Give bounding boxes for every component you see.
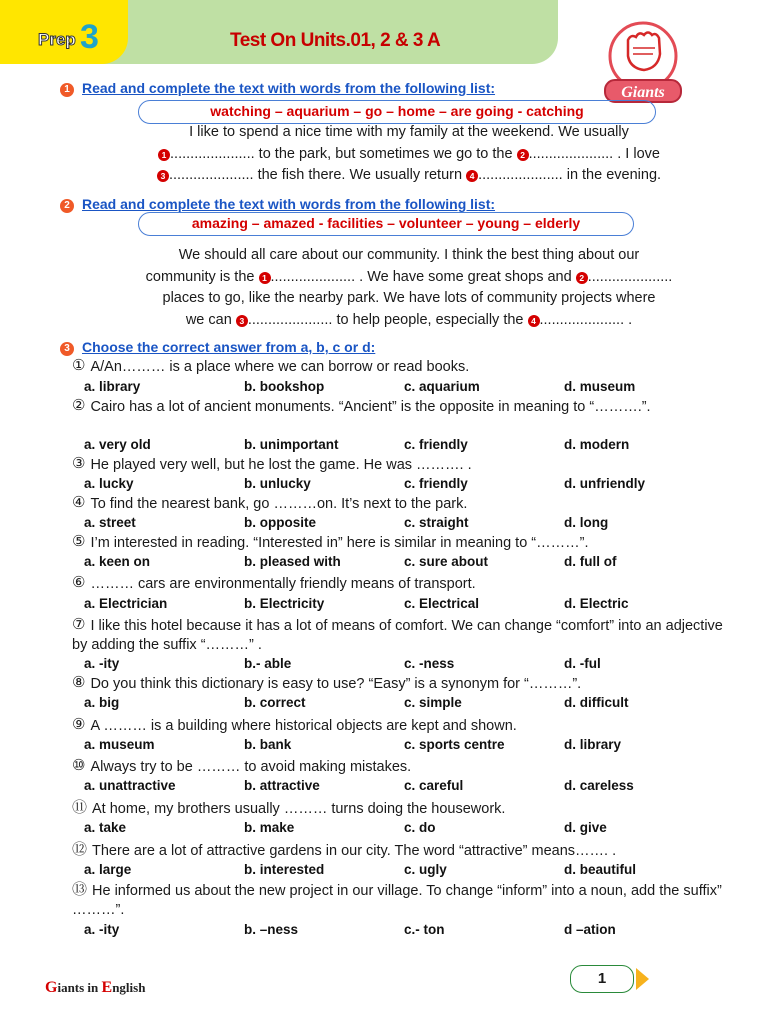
question-3-option-b[interactable]: b. unlucky xyxy=(244,476,311,491)
footer-brand-text-1: iants in xyxy=(57,980,102,995)
logo-text: Giants xyxy=(621,84,665,101)
question-text: I like this hotel because it has a lot of means of comfort. We can change “comfort” into an adjective by adding the suffix “………” . xyxy=(72,618,723,653)
question-number: ⑬ xyxy=(72,881,88,898)
question-12-option-d[interactable]: d. beautiful xyxy=(564,862,636,877)
section3-number-icon: 3 xyxy=(60,342,74,356)
question-6-option-c[interactable]: c. Electrical xyxy=(404,596,480,611)
blank-4[interactable]: ..................... xyxy=(539,311,625,328)
section1-paragraph xyxy=(80,122,738,187)
question-text: Always try to be ……… to avoid making mistakes. xyxy=(90,759,412,775)
section2-heading-text: Read and complete the text with words from the following list: xyxy=(82,196,496,212)
section1-text: in the evening. xyxy=(562,167,662,183)
question-5-option-b[interactable]: b. pleased with xyxy=(244,554,341,569)
footer-brand-e: E xyxy=(101,979,113,996)
question-13-option-d[interactable]: d –ation xyxy=(564,922,616,937)
blank-4[interactable]: ..................... xyxy=(478,167,563,183)
section1-number-icon: 1 xyxy=(60,83,74,97)
question-10-option-c[interactable]: c. careful xyxy=(404,778,464,793)
question-4-option-d[interactable]: d. long xyxy=(564,515,609,530)
question-6-option-b[interactable]: b. Electricity xyxy=(244,596,325,611)
question-10-option-b[interactable]: b. attractive xyxy=(244,778,320,793)
section1-heading xyxy=(60,80,495,97)
blank-1[interactable]: ..................... xyxy=(170,145,255,162)
question-11-option-b[interactable]: b. make xyxy=(244,820,295,835)
question-6 xyxy=(72,575,732,594)
blank-marker-4: 4 xyxy=(528,315,540,327)
section2-text: we can xyxy=(185,311,236,328)
question-8-option-a[interactable]: a. big xyxy=(84,695,120,710)
section2-text: community is the xyxy=(145,268,259,285)
question-text: To find the nearest bank, go ………on. It’s next to the park. xyxy=(90,496,468,512)
section1-line2 xyxy=(80,144,738,166)
question-9 xyxy=(72,717,732,736)
section2-text: to help people, especially the xyxy=(332,311,528,328)
question-1-option-d[interactable]: d. museum xyxy=(564,379,636,394)
question-2-option-a[interactable]: a. very old xyxy=(84,437,151,452)
section1-heading-text: Read and complete the text with words from the following list: xyxy=(82,80,496,96)
question-13-option-c[interactable]: c.- ton xyxy=(404,922,445,937)
blank-2[interactable]: ..................... xyxy=(587,268,673,285)
next-arrow-icon xyxy=(636,968,649,990)
footer-brand-g: G xyxy=(45,979,58,996)
question-number: ⑦ xyxy=(72,616,86,633)
question-number: ⑪ xyxy=(72,799,88,816)
question-5-option-a[interactable]: a. keen on xyxy=(84,554,151,569)
question-3-option-c[interactable]: c. friendly xyxy=(404,476,468,491)
question-7 xyxy=(72,617,732,655)
blank-3[interactable]: ..................... xyxy=(168,167,254,183)
question-number: ⑤ xyxy=(72,533,86,550)
question-number: ⑧ xyxy=(72,674,86,691)
question-4 xyxy=(72,495,732,514)
section2-heading xyxy=(60,196,495,213)
footer-brand-text-2: nglish xyxy=(112,980,146,995)
blank-marker-4: 4 xyxy=(466,170,478,182)
question-text: Cairo has a lot of ancient monuments. “Ancient” is the opposite in meaning to “……….”. xyxy=(90,399,651,415)
question-1 xyxy=(72,358,732,377)
question-number: ⑨ xyxy=(72,716,86,733)
question-7-option-d[interactable]: d. -ful xyxy=(564,656,601,671)
blank-marker-3: 3 xyxy=(236,315,248,327)
section2-text: . We have some great shops and xyxy=(355,268,576,285)
giants-fist-logo xyxy=(595,18,691,110)
section3-heading xyxy=(60,339,375,356)
question-1-option-b[interactable]: b. bookshop xyxy=(244,379,325,394)
question-number: ① xyxy=(72,357,86,374)
question-8-option-d[interactable]: d. difficult xyxy=(564,695,629,710)
question-4-option-c[interactable]: c. straight xyxy=(404,515,469,530)
section2-line2 xyxy=(80,267,738,289)
question-13 xyxy=(72,882,732,920)
question-13-option-a[interactable]: a. -ity xyxy=(84,922,120,937)
question-5 xyxy=(72,534,732,553)
section2-text: . xyxy=(624,311,633,328)
section1-word-list: watching – aquarium – go – home – are going - catching xyxy=(138,100,656,124)
question-9-option-b[interactable]: b. bank xyxy=(244,737,292,752)
footer-brand xyxy=(45,979,145,997)
question-5-option-c[interactable]: c. sure about xyxy=(404,554,489,569)
question-1-option-c[interactable]: c. aquarium xyxy=(404,379,480,394)
question-9-option-c[interactable]: c. sports centre xyxy=(404,737,505,752)
blank-3[interactable]: ..................... xyxy=(247,311,333,328)
question-12-option-c[interactable]: c. ugly xyxy=(404,862,447,877)
section3-heading-text: Choose the correct answer from a, b, c or d: xyxy=(82,339,376,355)
question-7-option-a[interactable]: a. -ity xyxy=(84,656,120,671)
question-2-option-c[interactable]: c. friendly xyxy=(404,437,468,452)
question-3 xyxy=(72,456,732,475)
blank-marker-1: 1 xyxy=(158,149,170,161)
question-text: I’m interested in reading. “Interested in” here is similar in meaning to “………”. xyxy=(90,535,589,551)
section1-line3 xyxy=(80,165,738,187)
question-11-option-c[interactable]: c. do xyxy=(404,820,436,835)
section2-line4 xyxy=(80,310,738,332)
question-3-option-a[interactable]: a. lucky xyxy=(84,476,134,491)
blank-marker-3: 3 xyxy=(157,170,169,182)
question-number: ⑫ xyxy=(72,841,88,858)
blank-2[interactable]: ..................... xyxy=(528,145,614,162)
question-6-option-d[interactable]: d. Electric xyxy=(564,596,629,611)
question-number: ② xyxy=(72,397,86,414)
prep-tab xyxy=(0,0,128,64)
question-text: Do you think this dictionary is easy to use? “Easy” is a synonym for “………”. xyxy=(90,676,582,692)
question-7-option-b[interactable]: b.- able xyxy=(244,656,292,671)
prep-number: 3 xyxy=(80,18,99,56)
question-11-option-d[interactable]: d. give xyxy=(564,820,607,835)
question-4-option-a[interactable]: a. street xyxy=(84,515,136,530)
section2-number-icon: 2 xyxy=(60,199,74,213)
question-9-option-d[interactable]: d. library xyxy=(564,737,622,752)
question-text: A/An……… is a place where we can borrow or read books. xyxy=(90,359,470,375)
question-2-option-d[interactable]: d. modern xyxy=(564,437,630,452)
question-number: ⑥ xyxy=(72,574,86,591)
question-text: There are a lot of attractive gardens in our city. The word “attractive” means……. . xyxy=(92,843,617,859)
question-1-option-a[interactable]: a. library xyxy=(84,379,141,394)
section2-line1: We should all care about our community. I think the best thing about our xyxy=(178,247,640,263)
section2-line3: places to go, like the nearby park. We have lots of community projects where xyxy=(162,290,656,306)
question-12 xyxy=(72,842,732,861)
question-10 xyxy=(72,758,732,777)
question-11 xyxy=(72,800,732,819)
question-9-option-a[interactable]: a. museum xyxy=(84,737,155,752)
question-7-option-c[interactable]: c. -ness xyxy=(404,656,455,671)
question-3-option-d[interactable]: d. unfriendly xyxy=(564,476,645,491)
question-number: ⑩ xyxy=(72,757,86,774)
question-12-option-b[interactable]: b. interested xyxy=(244,862,325,877)
question-10-option-d[interactable]: d. careless xyxy=(564,778,634,793)
question-6-option-a[interactable]: a. Electrician xyxy=(84,596,168,611)
section2-word-list: amazing – amazed - facilities – volunteer – young – elderly xyxy=(138,212,634,236)
blank-marker-2: 2 xyxy=(576,272,588,284)
question-number: ③ xyxy=(72,455,86,472)
question-text: At home, my brothers usually ……… turns doing the housework. xyxy=(92,801,506,817)
section1-text: . I love xyxy=(613,145,660,162)
question-2-option-b[interactable]: b. unimportant xyxy=(244,437,339,452)
section1-text: the fish there. We usually return xyxy=(253,167,467,183)
question-text: He played very well, but he lost the game. He was ………. . xyxy=(90,457,472,473)
question-11-option-a[interactable]: a. take xyxy=(84,820,127,835)
question-5-option-d[interactable]: d. full of xyxy=(564,554,617,569)
question-12-option-a[interactable]: a. large xyxy=(84,862,132,877)
section1-line1: I like to spend a nice time with my family at the weekend. We usually xyxy=(189,124,629,140)
section1-text: to the park, but sometimes we go to the xyxy=(254,145,517,162)
question-8 xyxy=(72,675,732,694)
section2-paragraph xyxy=(80,245,738,331)
page-number: 1 xyxy=(570,965,634,993)
question-text: He informed us about the new project in our village. To change “inform” into a noun, add the suffix” ………”. xyxy=(72,883,722,918)
question-text: ……… cars are environmentally friendly means of transport. xyxy=(90,576,476,592)
question-8-option-c[interactable]: c. simple xyxy=(404,695,462,710)
question-number: ④ xyxy=(72,494,86,511)
question-4-option-b[interactable]: b. opposite xyxy=(244,515,316,530)
question-13-option-b[interactable]: b. –ness xyxy=(244,922,299,937)
blank-marker-1: 1 xyxy=(259,272,271,284)
question-10-option-a[interactable]: a. unattractive xyxy=(84,778,176,793)
blank-marker-2: 2 xyxy=(517,149,529,161)
blank-1[interactable]: ..................... xyxy=(270,268,356,285)
prep-label: Prep xyxy=(38,30,76,49)
question-8-option-b[interactable]: b. correct xyxy=(244,695,306,710)
question-2 xyxy=(72,398,732,417)
question-text: A ……… is a building where historical objects are kept and shown. xyxy=(90,718,517,734)
page-title: Test On Units.01, 2 & 3 A xyxy=(230,30,441,51)
